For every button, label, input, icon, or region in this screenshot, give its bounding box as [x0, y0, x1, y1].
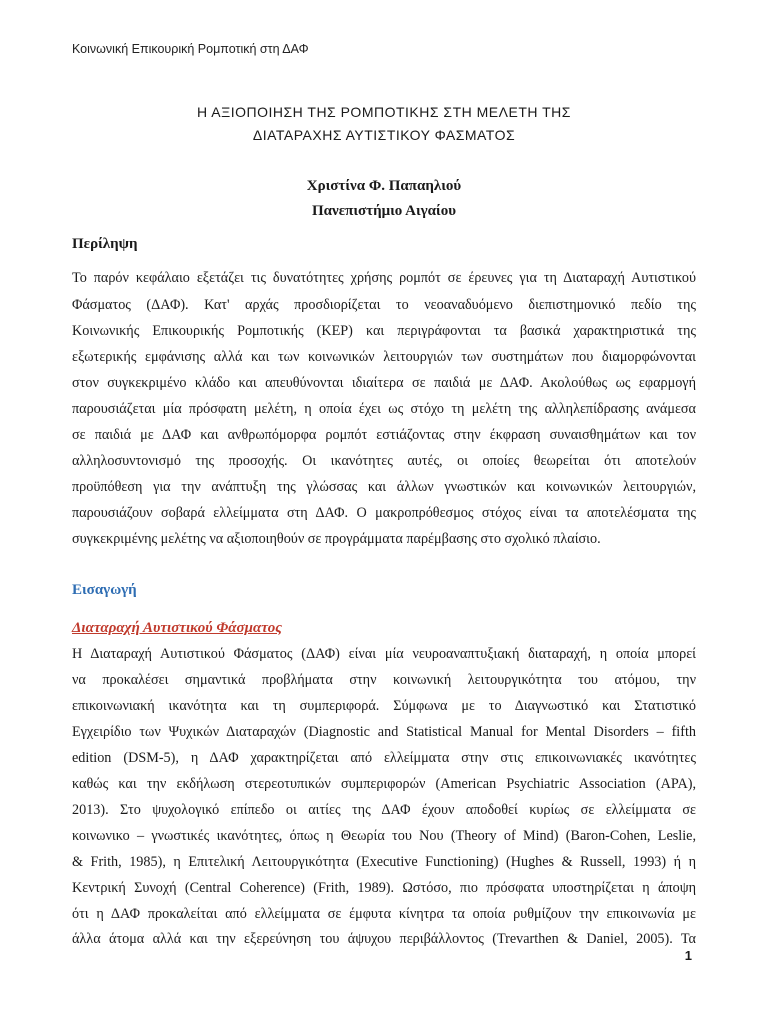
body-line: να προκαλέσει σημαντικά προβλήματα στην κοινωνική λειτουργικότητα του ατόμου, την [72, 672, 696, 688]
abstract-line: Κοινωνικής Επικουρικής Ρομποτικής (ΚΕΡ) και περιγράφονται τα βασικά χαρακτηριστικά της [72, 323, 696, 339]
body-line: άλλα άτομα αλλά και την εξερεύνηση του άψυχου περιβάλλοντος (Trevarthen & Daniel, 2005). Τα [72, 931, 696, 947]
abstract-line: σε παιδιά με ΔΑΦ και ανθρωπόμορφα ρομπότ εστιάζοντας στην έκφραση συναισθημάτων και τον [72, 427, 696, 443]
introduction-heading: Εισαγωγή [72, 582, 137, 598]
abstract-line: παρουσιάζουν σοβαρά ελλείμματα στη ΔΑΦ. Ο μακροπρόθεσμος στόχος είναι τα αποτελέσματα της [72, 505, 696, 521]
author-affiliation: Πανεπιστήμιο Αιγαίου [312, 203, 456, 219]
body-line: κοινωνικο – γνωστικές ικανότητες, όπως η Θεωρία του Νου (Theory of Mind) (Baron-Cohen, Leslie, [72, 828, 696, 844]
body-line: edition (DSM-5), η ΔΑΦ χαρακτηρίζεται από ελλείμματα στην στις επικοινωνιακές ικανότητες [72, 750, 696, 766]
abstract-line: εξωτερικής εμφάνισης αλλά και των κοινωνικών λειτουργιών των συστημάτων που διαμορφώνονται [72, 349, 696, 365]
running-header: Κοινωνική Επικουρική Ρομποτική στη ΔΑΦ [72, 42, 309, 56]
abstract-line: αλληλοσυντονισμό της προσοχής. Οι ικανότητες αυτές, οι οποίες θεωρείται ότι αποτελούν [72, 453, 696, 469]
body-line: & Frith, 1985), η Επιτελική Λειτουργικότητα (Executive Functioning) (Hughes & Russell, 1993) ή η [72, 854, 696, 870]
abstract-heading: Περίληψη [72, 236, 138, 252]
section-subheading: Διαταραχή Αυτιστικού Φάσματος [72, 620, 282, 636]
body-line: Η Διαταραχή Αυτιστικού Φάσματος (ΔΑΦ) είναι μία νευροαναπτυξιακή διαταραχή, η οποία μπορεί [72, 646, 696, 662]
body-line: καθώς και την εκδήλωση στερεοτυπικών συμπεριφορών (American Psychiatric Association (APA), [72, 776, 696, 792]
abstract-line: συγκεκριμένης μελέτης να αξιοποιηθούν σε προγράμματα παρέμβασης στο σχολικό πλαίσιο. [72, 531, 601, 547]
author-name: Χριστίνα Φ. Παπαηλιού [306, 178, 462, 194]
body-line: Κεντρική Συνοχή (Central Coherence) (Frith, 1989). Ωστόσο, πιο πρόσφατα υποστηρίζεται η άποψη [72, 880, 696, 896]
body-line: επικοινωνιακή ικανότητα και τη συμπεριφορά. Σύμφωνα με το Διαγνωστικό και Στατιστικό [72, 698, 696, 714]
abstract-line: Φάσματος (ΔΑΦ). Κατ' αρχάς προσδιορίζεται το νεοαναδυόμενο διεπιστημονικό πεδίο της [72, 297, 696, 313]
page-number: 1 [684, 948, 692, 963]
abstract-line: στον συγκεκριμένο κλάδο και απευθύνονται ιδιαίτερα σε παιδιά με ΔΑΦ. Ακολούθως ως εφαρμογή [72, 375, 696, 391]
abstract-line: προϋπόθεση για την ανάπτυξη της γλώσσας και άλλων γνωστικών και κοινωνικών λειτουργιών, [72, 479, 696, 495]
title-line-1: Η ΑΞΙΟΠΟΙΗΣΗ ΤΗΣ ΡΟΜΠΟΤΙΚΗΣ ΣΤΗ ΜΕΛΕΤΗ ΤΗΣ [197, 104, 571, 120]
abstract-line: Το παρόν κεφάλαιο εξετάζει τις δυνατότητες χρήσης ρομπότ σε έρευνες για τη Διαταραχή Αυτιστικού [72, 270, 696, 286]
abstract-line: παρουσιάζεται μία πρόσφατη μελέτη, η οποία έχει ως στόχο τη μελέτη της αλληλεπίδρασης ανάμεσα [72, 401, 696, 417]
body-line: 2013). Στο ψυχολογικό επίπεδο οι αιτίες της ΔΑΦ έχουν αποδοθεί κυρίως σε ελλείμματα σε [72, 802, 696, 818]
body-line: ότι η ΔΑΦ προκαλείται από ελλείμματα σε έμφυτα κίνητρα τα οποία ρυθμίζουν την επικοινωνία με [72, 906, 696, 922]
title-line-2: ΔΙΑΤΑΡΑΧΗΣ ΑΥΤΙΣΤΙΚΟΥ ΦΑΣΜΑΤΟΣ [252, 127, 516, 143]
body-line: Εγχειρίδιο των Ψυχικών Διαταραχών (Diagnostic and Statistical Manual for Mental Disorders – fifth [72, 724, 696, 740]
